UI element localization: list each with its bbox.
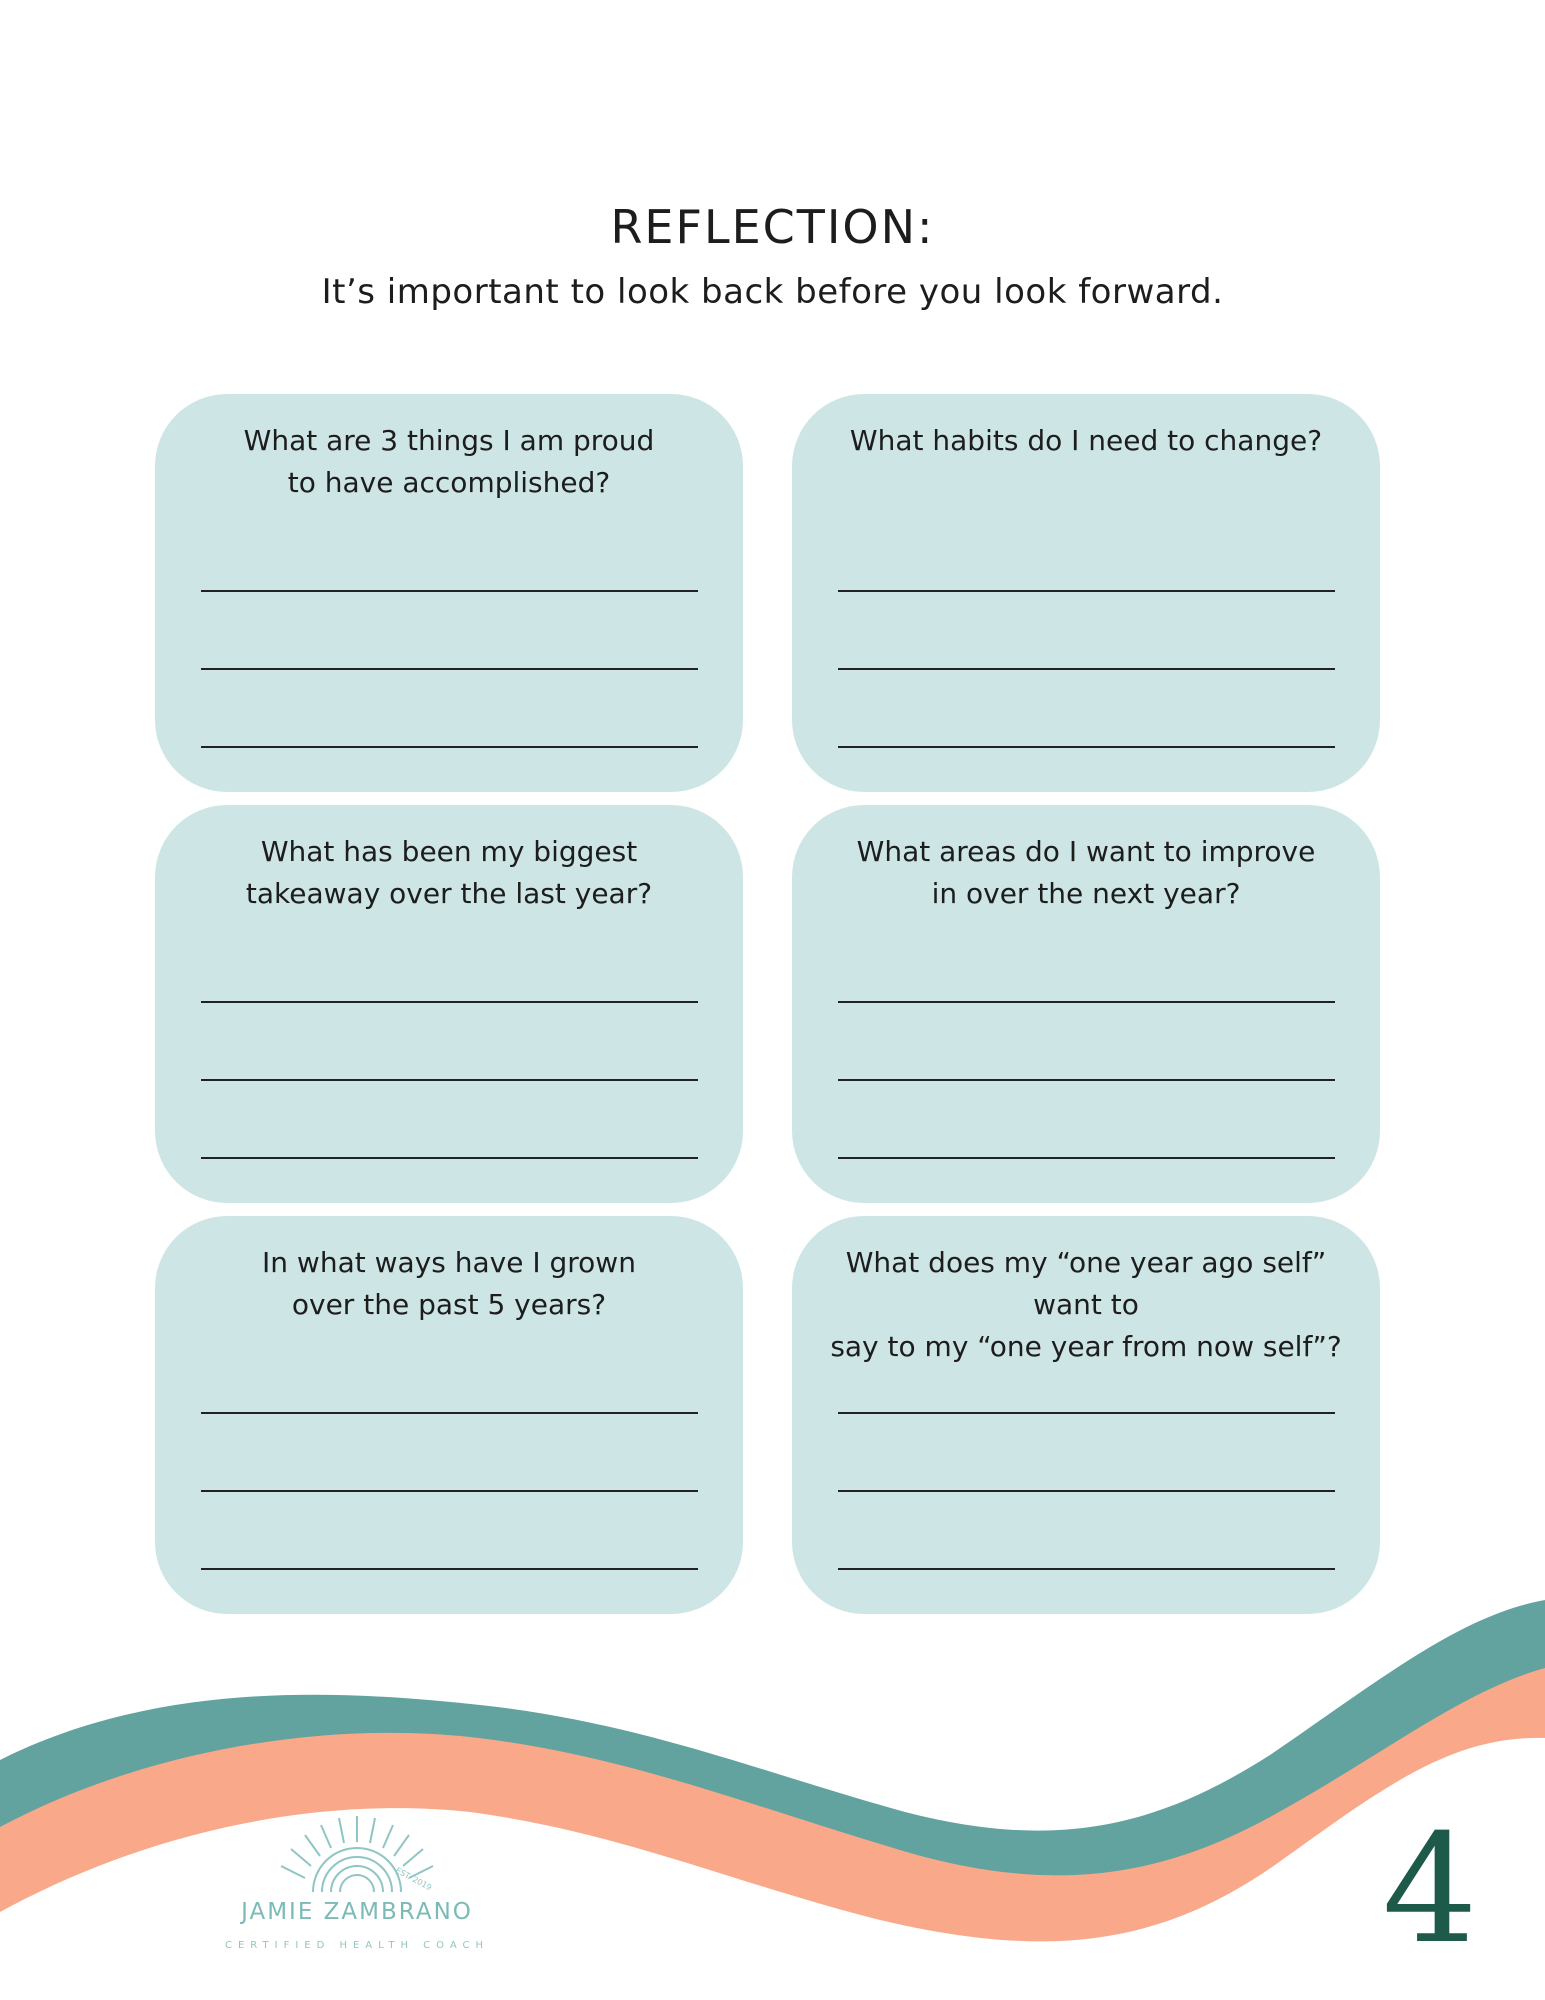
logo-est-text: EST. 2019 [394,1865,434,1893]
logo-tagline: CERTIFIED HEALTH COACH [224,1940,489,1951]
logo-name: JAMIE ZAMBRANO [241,1899,473,1925]
page-subtitle: It’s important to look back before you look forward. [321,272,1224,312]
page-number: 4 [1382,1803,1478,1977]
card-question: What areas do I want to improve in over the next year? [856,835,1316,910]
card-question: What has been my biggest takeaway over the last year? [245,835,653,910]
card-question: What does my “one year ago self” want to say to my “one year from now self”? [830,1246,1342,1363]
card-question: What habits do I need to change? [849,424,1323,457]
card-question: In what ways have I grown over the past 5 years? [262,1246,636,1321]
card-question: What are 3 things I am proud to have accomplished? [243,424,655,499]
page-title: REFLECTION: [610,200,935,254]
